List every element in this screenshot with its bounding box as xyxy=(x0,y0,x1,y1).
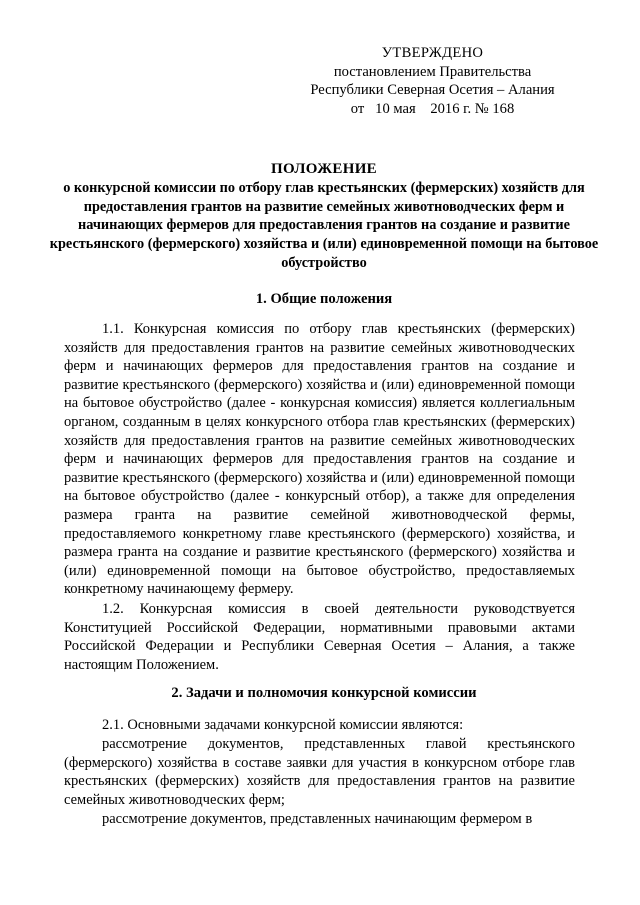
paragraph-2-1-item-1: рассмотрение документов, представленных главой крестьянского (фермерского) хозяйства в составе заявки для участия в конкурсном отборе глав крестьянских (фермерских) хозяйств для предоставления грантов на развитие семейных животноводческих ферм; xyxy=(64,736,575,808)
paragraph-2-1-item-2: рассмотрение документов, представленных начинающим фермером в xyxy=(102,811,533,827)
approval-line-1: постановлением Правительства xyxy=(333,63,532,80)
approval-line-3: от 10 мая 2016 г. № 168 xyxy=(350,100,515,117)
section-1-title: 1. Общие положения xyxy=(255,291,393,307)
paragraph-1-1: 1.1. Конкурсная комиссия по отбору глав крестьянских (фермерских) хозяйств для предоставления грантов на развитие семейных животноводческих ферм и начинающих фермеров для предоставления грантов на создание и развитие крестьянского (фермерского) хозяйства и (или) единовременной помощи на бытовое обустройство (далее - конкурсная комиссия) является коллегиальным органом, созданным в целях конкурсного отбора глав крестьянских (фермерских) хозяйств для предоставления грантов на развитие семейных животноводческих ферм и начинающих фермеров для предоставления грантов на создание и развитие крестьянского (фермерского) хозяйства и (или) единовременной помощи на бытовое обустройство (далее - конкурсный отбор), а также для определения размера гранта на развитие семейной животноводческой фермы, предоставляемого конкретному главе крестьянского (фермерского) хозяйства, и размера гранта на создание и развитие крестьянского (фермерского) хозяйства и (или) единовременной помощи на бытовое обустройство, предоставляемых конкретному начинающему фермеру. xyxy=(64,321,575,598)
document-title xyxy=(48,160,600,273)
document-heading: ПОЛОЖЕНИЕ xyxy=(271,161,377,177)
paragraph-1-2: 1.2. Конкурсная комиссия в своей деятельности руководствуется Конституцией Российской Федерации, нормативными правовыми актами Российской Федерации и Республики Северная Осетия – Алания, а также настоящим Положением. xyxy=(64,601,575,673)
paragraph-2-1: 2.1. Основными задачами конкурсной комиссии являются: xyxy=(102,717,464,733)
approval-line-2: Республики Северная Осетия – Алания xyxy=(310,82,555,99)
section-2-title: 2. Задачи и полномочия конкурсной комиссии xyxy=(171,685,477,701)
document-subtitle: о конкурсной комиссии по отбору глав крестьянских (фермерских) хозяйств для предоставления грантов на развитие семейных животноводческих ферм и начинающих фермеров для предоставления грантов на создание и развитие крестьянского (фермерского) хозяйства и (или) единовременной помощи на бытовое обустройство xyxy=(49,179,599,271)
approval-stamp xyxy=(300,44,565,118)
approved-label: УТВЕРЖДЕНО xyxy=(381,45,484,61)
